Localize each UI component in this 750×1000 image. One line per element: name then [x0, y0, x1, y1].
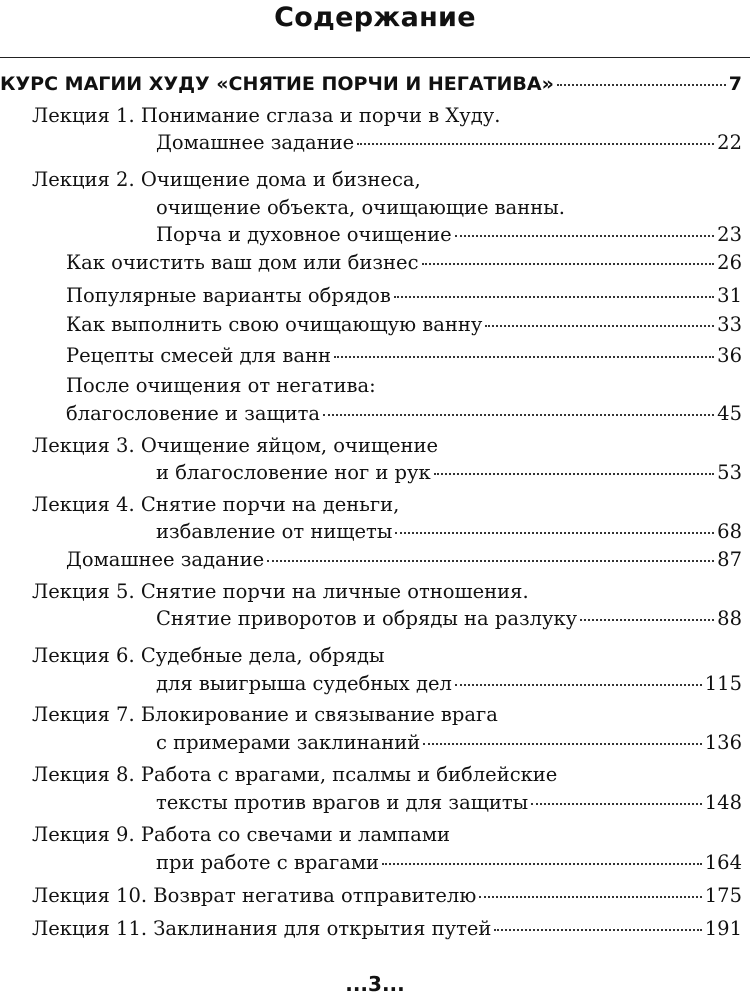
toc-line[interactable]	[156, 520, 742, 544]
entry-text: Лекция 8. Работа с врагами, псалмы и библейские	[32, 763, 558, 786]
dot-leader	[479, 896, 701, 898]
page-number: 22	[717, 131, 742, 154]
toc-line[interactable]	[32, 703, 498, 727]
page-number: 148	[704, 791, 742, 814]
entry-text: Лекция 3. Очищение яйцом, очищение	[32, 434, 439, 457]
page-number: 26	[717, 251, 742, 274]
dot-leader	[267, 560, 714, 562]
page-number: 33	[717, 313, 742, 336]
entry-text: Снятие приворотов и обряды на разлуку	[156, 607, 578, 630]
toc-line[interactable]	[66, 374, 376, 398]
page-number: 23	[717, 223, 742, 246]
entry-text: с примерами заклинаний	[156, 731, 421, 754]
toc-line[interactable]	[156, 196, 565, 220]
dot-leader	[531, 803, 702, 805]
entry-text: Домашнее задание	[66, 548, 265, 571]
dot-leader	[394, 296, 714, 298]
entry-text: Лекция 9. Работа со свечами и лампами	[32, 823, 451, 846]
toc-line[interactable]	[32, 823, 450, 847]
entry-text: Лекция 4. Снятие порчи на деньги,	[32, 493, 400, 516]
section-title: КУРС МАГИИ ХУДУ «СНЯТИЕ ПОРЧИ И НЕГАТИВА»	[0, 73, 554, 95]
entry-text: Как выполнить свою очищающую ванну	[66, 313, 483, 336]
toc-line[interactable]	[32, 763, 557, 787]
entry-text: Лекция 1. Понимание сглаза и порчи в Худу.	[32, 104, 501, 127]
dot-leader	[323, 414, 714, 416]
toc-line[interactable]	[32, 644, 385, 668]
entry-text: тексты против врагов и для защиты	[156, 791, 529, 814]
page-number: 87	[717, 548, 742, 571]
entry-text: Рецепты смесей для ванн	[66, 344, 332, 367]
toc-line[interactable]	[156, 223, 742, 247]
dot-leader	[357, 143, 714, 145]
page-number: 36	[717, 344, 742, 367]
entry-text: и благословение ног и рук	[156, 461, 431, 484]
toc-line[interactable]	[156, 607, 742, 631]
dot-leader	[395, 532, 714, 534]
page-footer-number: ...3...	[345, 972, 405, 996]
toc-line[interactable]	[66, 251, 742, 275]
page-number: 164	[704, 851, 742, 874]
entry-text: Лекция 2. Очищение дома и бизнеса,	[32, 168, 421, 191]
dot-leader	[557, 84, 726, 86]
toc-line[interactable]	[32, 580, 529, 604]
entry-text: Популярные варианты обрядов	[66, 284, 391, 307]
entry-text: Лекция 10. Возврат негатива отправителю	[32, 884, 477, 907]
toc-line[interactable]	[156, 461, 742, 485]
toc-line[interactable]	[156, 791, 742, 815]
page-number: 136	[704, 731, 742, 754]
toc-line[interactable]	[66, 402, 742, 426]
toc-line[interactable]	[32, 434, 438, 458]
toc-line[interactable]	[156, 851, 742, 875]
dot-leader	[434, 473, 714, 475]
toc-line[interactable]	[66, 344, 742, 368]
page-number: 88	[717, 607, 742, 630]
entry-text: при работе с врагами	[156, 851, 380, 874]
page-number: 115	[704, 672, 742, 695]
toc-line[interactable]	[156, 731, 742, 755]
dot-leader	[580, 619, 714, 621]
toc-line[interactable]	[32, 168, 421, 192]
entry-text: Порча и духовное очищение	[156, 223, 452, 246]
dot-leader	[485, 325, 714, 327]
page-number: 45	[717, 402, 742, 425]
entry-text: Лекция 5. Снятие порчи на личные отношения.	[32, 580, 529, 603]
entry-text: Как очистить ваш дом или бизнес	[66, 251, 419, 274]
toc-line[interactable]	[156, 131, 742, 155]
toc-line[interactable]	[32, 104, 500, 128]
toc-line[interactable]	[66, 284, 742, 308]
toc-section-entry[interactable]	[0, 73, 742, 95]
toc-line[interactable]	[156, 672, 742, 696]
page-number: 68	[717, 520, 742, 543]
dot-leader	[334, 356, 714, 358]
entry-text: Лекция 6. Судебные дела, обряды	[32, 644, 385, 667]
dot-leader	[455, 684, 702, 686]
page-number: 53	[717, 461, 742, 484]
dot-leader	[494, 929, 701, 931]
page-number: 191	[704, 917, 742, 940]
entry-text: Лекция 11. Заклинания для открытия путей	[32, 917, 492, 940]
dot-leader	[382, 863, 702, 865]
toc-line[interactable]	[32, 493, 399, 517]
entry-text: благословение и защита	[66, 402, 321, 425]
entry-text: для выигрыша судебных дел	[156, 672, 452, 695]
page-number: 7	[728, 73, 742, 95]
entry-text: После очищения от негатива:	[66, 374, 376, 397]
toc-line[interactable]	[32, 917, 742, 941]
page-number: 31	[717, 284, 742, 307]
dot-leader	[455, 235, 715, 237]
entry-text: Лекция 7. Блокирование и связывание врага	[32, 703, 498, 726]
toc-line[interactable]	[66, 548, 742, 572]
toc-line[interactable]	[32, 884, 742, 908]
page-title: Содержание	[274, 2, 476, 33]
toc-line[interactable]	[66, 313, 742, 337]
entry-text: очищение объекта, очищающие ванны.	[156, 196, 565, 219]
dot-leader	[422, 263, 715, 265]
entry-text: Домашнее задание	[156, 131, 355, 154]
dot-leader	[423, 743, 702, 745]
entry-text: избавление от нищеты	[156, 520, 393, 543]
title-divider	[0, 57, 750, 58]
page-number: 175	[704, 884, 742, 907]
